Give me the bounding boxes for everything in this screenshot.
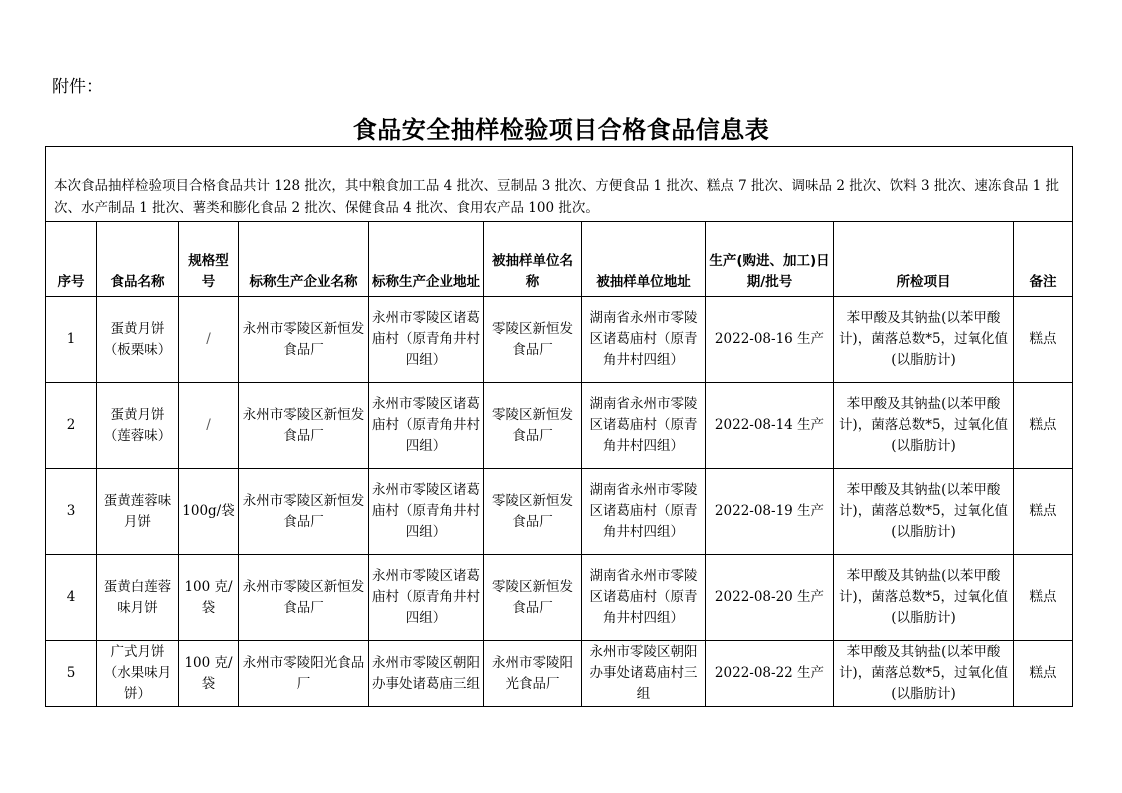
cell-items: 苯甲酸及其钠盐(以苯甲酸计)，菌落总数*5，过氧化值(以脂肪计) bbox=[834, 641, 1014, 707]
cell-items: 苯甲酸及其钠盐(以苯甲酸计)，菌落总数*5，过氧化值(以脂肪计) bbox=[834, 469, 1014, 555]
header-spec: 规格型号 bbox=[179, 222, 239, 297]
cell-spec: 100 克/袋 bbox=[179, 641, 239, 707]
cell-sampled-addr: 湖南省永州市零陵区诸葛庙村（原青角井村四组） bbox=[582, 555, 706, 641]
cell-note: 糕点 bbox=[1014, 555, 1073, 641]
cell-sampled-addr: 湖南省永州市零陵区诸葛庙村（原青角井村四组） bbox=[582, 469, 706, 555]
cell-date: 2022-08-19 生产 bbox=[706, 469, 834, 555]
cell-no: 2 bbox=[46, 383, 97, 469]
cell-producer-addr: 永州市零陵区诸葛庙村（原青角井村四组） bbox=[369, 555, 484, 641]
cell-producer: 永州市零陵区新恒发食品厂 bbox=[239, 469, 369, 555]
cell-name: 蛋黄白莲蓉味月饼 bbox=[97, 555, 179, 641]
cell-producer-addr: 永州市零陵区诸葛庙村（原青角井村四组） bbox=[369, 469, 484, 555]
cell-spec: / bbox=[179, 297, 239, 383]
table-row bbox=[46, 641, 1073, 707]
header-note: 备注 bbox=[1014, 222, 1073, 297]
header-producer-addr: 标称生产企业地址 bbox=[369, 222, 484, 297]
header-items: 所检项目 bbox=[834, 222, 1014, 297]
cell-producer-addr: 永州市零陵区诸葛庙村（原青角井村四组） bbox=[369, 383, 484, 469]
cell-spec: / bbox=[179, 383, 239, 469]
table-row bbox=[46, 383, 1073, 469]
cell-date: 2022-08-20 生产 bbox=[706, 555, 834, 641]
cell-no: 4 bbox=[46, 555, 97, 641]
cell-sampled-addr: 永州市零陵区朝阳办事处诸葛庙村三组 bbox=[582, 641, 706, 707]
header-producer: 标称生产企业名称 bbox=[239, 222, 369, 297]
cell-name: 蛋黄莲蓉味月饼 bbox=[97, 469, 179, 555]
cell-producer: 永州市零陵区新恒发食品厂 bbox=[239, 297, 369, 383]
header-row bbox=[46, 222, 1073, 297]
table-row bbox=[46, 297, 1073, 383]
header-sampled-addr: 被抽样单位地址 bbox=[582, 222, 706, 297]
cell-producer: 永州市零陵区新恒发食品厂 bbox=[239, 383, 369, 469]
cell-note: 糕点 bbox=[1014, 297, 1073, 383]
header-no: 序号 bbox=[46, 222, 97, 297]
cell-sampled-addr: 湖南省永州市零陵区诸葛庙村（原青角井村四组） bbox=[582, 383, 706, 469]
food-info-table bbox=[45, 146, 1073, 707]
cell-name: 广式月饼（水果味月饼） bbox=[97, 641, 179, 707]
cell-spec: 100 克/袋 bbox=[179, 555, 239, 641]
cell-sampled-addr: 湖南省永州市零陵区诸葛庙村（原青角井村四组） bbox=[582, 297, 706, 383]
cell-name: 蛋黄月饼（板栗味） bbox=[97, 297, 179, 383]
header-sampled-unit: 被抽样单位名称 bbox=[484, 222, 582, 297]
cell-producer: 永州市零陵区新恒发食品厂 bbox=[239, 555, 369, 641]
header-date: 生产(购进、加工)日期/批号 bbox=[706, 222, 834, 297]
cell-producer: 永州市零陵阳光食品厂 bbox=[239, 641, 369, 707]
summary-row bbox=[46, 147, 1073, 222]
summary-text: 本次食品抽样检验项目合格食品共计 128 批次，其中粮食加工品 4 批次、豆制品 3 批次、方便食品 1 批次、糕点 7 批次、调味品 2 批次、饮料 3 批次、速冻食品 1 批次、水产制品 1 批次、薯类和膨化食品 2 批次、保健食品 4 批次、食用农产品 100 批次。 bbox=[46, 147, 1073, 222]
cell-spec: 100g/袋 bbox=[179, 469, 239, 555]
cell-sampled-unit: 零陵区新恒发食品厂 bbox=[484, 383, 582, 469]
cell-name: 蛋黄月饼（莲蓉味） bbox=[97, 383, 179, 469]
cell-sampled-unit: 零陵区新恒发食品厂 bbox=[484, 297, 582, 383]
cell-no: 3 bbox=[46, 469, 97, 555]
header-name: 食品名称 bbox=[97, 222, 179, 297]
page-title: 食品安全抽样检验项目合格食品信息表 bbox=[352, 116, 770, 144]
cell-producer-addr: 永州市零陵区朝阳办事处诸葛庙三组 bbox=[369, 641, 484, 707]
cell-items: 苯甲酸及其钠盐(以苯甲酸计)，菌落总数*5，过氧化值(以脂肪计) bbox=[834, 555, 1014, 641]
cell-items: 苯甲酸及其钠盐(以苯甲酸计)，菌落总数*5，过氧化值(以脂肪计) bbox=[834, 383, 1014, 469]
cell-date: 2022-08-22 生产 bbox=[706, 641, 834, 707]
cell-producer-addr: 永州市零陵区诸葛庙村（原青角井村四组） bbox=[369, 297, 484, 383]
cell-date: 2022-08-14 生产 bbox=[706, 383, 834, 469]
cell-sampled-unit: 永州市零陵阳光食品厂 bbox=[484, 641, 582, 707]
cell-items: 苯甲酸及其钠盐(以苯甲酸计)，菌落总数*5，过氧化值(以脂肪计) bbox=[834, 297, 1014, 383]
cell-note: 糕点 bbox=[1014, 641, 1073, 707]
cell-date: 2022-08-16 生产 bbox=[706, 297, 834, 383]
cell-sampled-unit: 零陵区新恒发食品厂 bbox=[484, 555, 582, 641]
cell-no: 1 bbox=[46, 297, 97, 383]
cell-note: 糕点 bbox=[1014, 469, 1073, 555]
table-row bbox=[46, 469, 1073, 555]
cell-note: 糕点 bbox=[1014, 383, 1073, 469]
table-row bbox=[46, 555, 1073, 641]
cell-no: 5 bbox=[46, 641, 97, 707]
cell-sampled-unit: 零陵区新恒发食品厂 bbox=[484, 469, 582, 555]
attachment-label: 附件： bbox=[52, 77, 103, 97]
